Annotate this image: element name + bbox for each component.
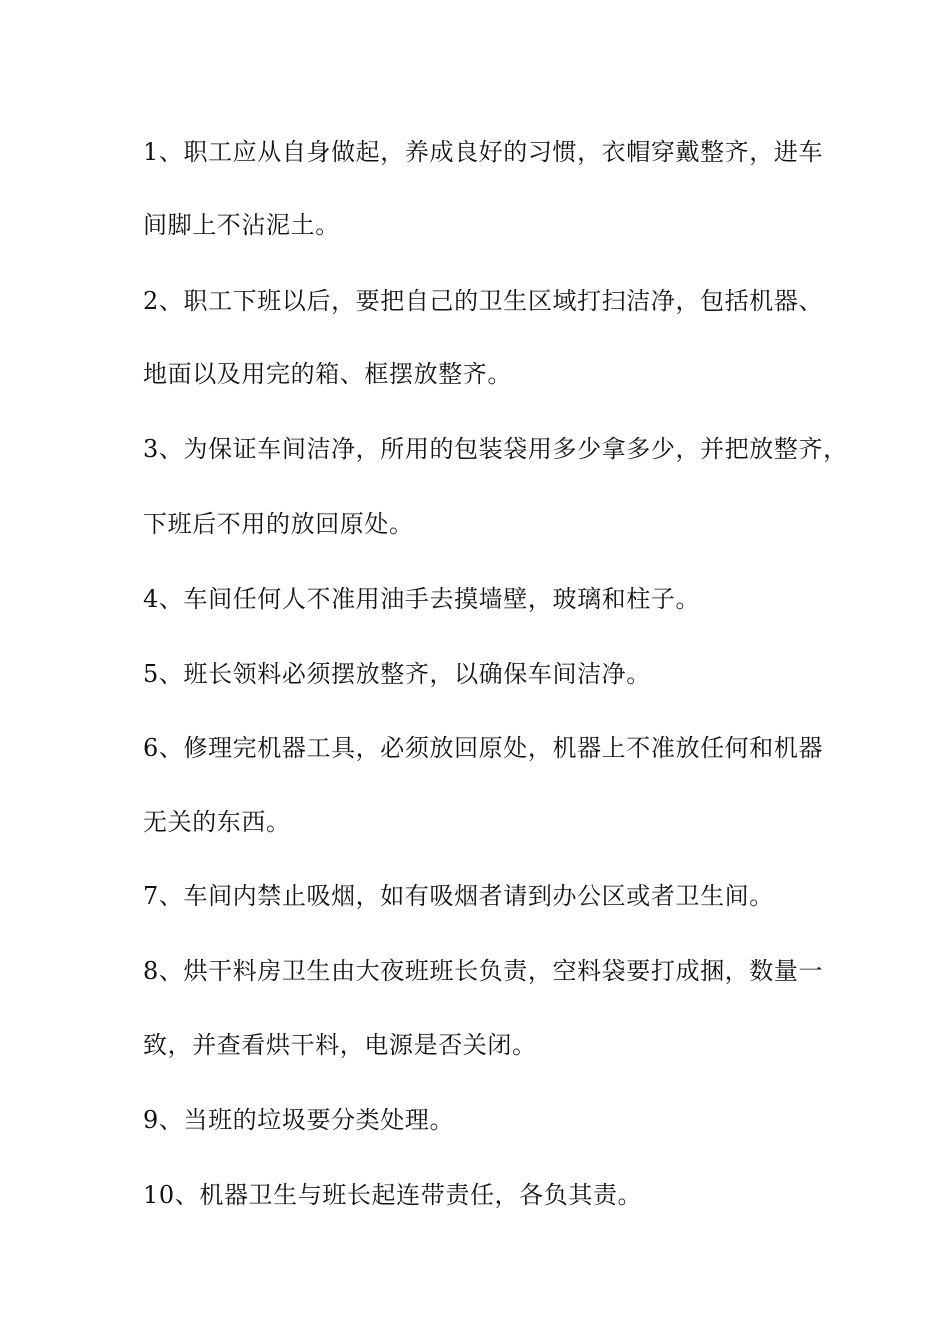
rule-5-line-1: 5、班长领料必须摆放整齐，以确保车间洁净。 — [143, 660, 651, 688]
rule-3-line-2: 下班后不用的放回原处。 — [143, 510, 414, 538]
rule-10-line-1: 10、机器卫生与班长起连带责任，各负其责。 — [143, 1181, 643, 1209]
rule-9-line-1: 9、当班的垃圾要分类处理。 — [143, 1106, 455, 1134]
rule-6-line-1: 6、修理完机器工具，必须放回原处，机器上不准放任何和机器 — [143, 734, 824, 762]
rule-8-line-2: 致，并查看烘干料，电源是否关闭。 — [143, 1031, 537, 1059]
rule-2-line-2: 地面以及用完的箱、框摆放整齐。 — [143, 360, 512, 388]
rule-4-line-1: 4、车间任何人不准用油手去摸墙壁，玻璃和柱子。 — [143, 585, 701, 613]
rule-2-line-1: 2、职工下班以后，要把自己的卫生区域打扫洁净，包括机器、 — [143, 287, 824, 315]
rule-7-line-1: 7、车间内禁止吸烟，如有吸烟者请到办公区或者卫生间。 — [143, 882, 774, 910]
rule-3-line-1: 3、为保证车间洁净，所用的包装袋用多少拿多少，并把放整齐， — [143, 435, 848, 463]
rule-8-line-1: 8、烘干料房卫生由大夜班班长负责，空料袋要打成捆，数量一 — [143, 957, 824, 985]
rule-6-line-2: 无关的东西。 — [143, 808, 291, 836]
rule-1-line-2: 间脚上不沾泥土。 — [143, 211, 340, 239]
rule-1-line-1: 1、职工应从自身做起，养成良好的习惯，衣帽穿戴整齐，进车 — [143, 138, 824, 166]
